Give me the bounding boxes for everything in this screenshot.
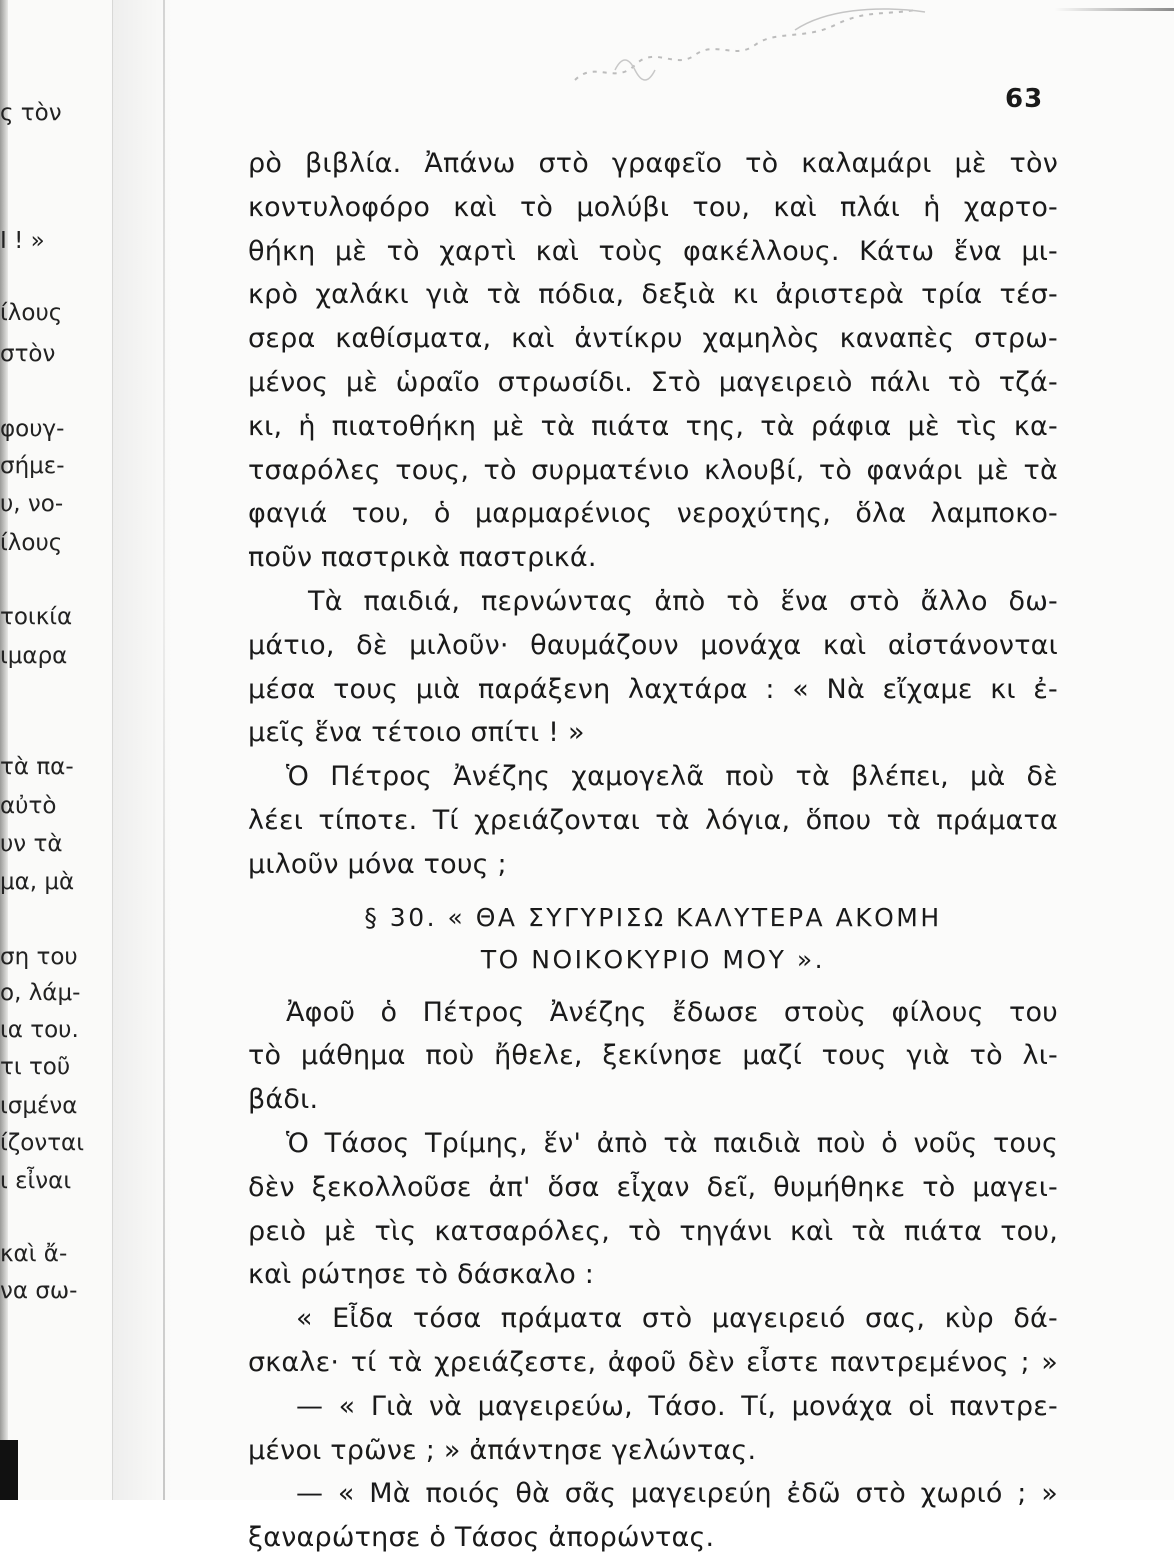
text-line: φαγιά του, ὁ μαρμαρένιος νεροχύτης, ὅλα λαμποκο- [248, 498, 1058, 530]
scan-edge-dark [0, 1440, 18, 1500]
text-line: σκαλε· τί τὰ χρειάζεστε, ἀφοῦ δὲν εἶστε παντρεμένος ; » [248, 1346, 1058, 1378]
text-line: — « Γιὰ νὰ μαγειρεύω, Τάσο. Τί, μονάχα οἱ παντρε- [296, 1390, 1058, 1422]
prev-page-fragment: μα, μὰ [0, 869, 75, 895]
text-line: βάδι. [248, 1084, 319, 1116]
book-binding-shadow [0, 0, 8, 1500]
text-line: Ὁ Πέτρος Ἀνέζης χαμογελᾶ ποὺ τὰ βλέπει, μὰ δὲ [286, 761, 1058, 793]
text-line: ξαναρώτησε ὁ Τάσος ἀπορώντας. [248, 1522, 715, 1554]
text-line: ποῦν παστρικὰ παστρικά. [248, 542, 597, 574]
scan-edge-top [1054, 8, 1174, 11]
prev-page-fragment: αὐτὸ [0, 793, 57, 819]
gutter-line [163, 0, 165, 1500]
text-line: καὶ ρώτησε τὸ δάσκαλο : [248, 1259, 595, 1291]
text-line: λέει τίποτε. Τί χρειάζονται τὰ λόγια, ὅπου τὰ πράματα [248, 804, 1058, 836]
prev-page-fragment: καὶ ἄ- [0, 1241, 68, 1267]
prev-page-fragment: ια του. [0, 1017, 79, 1043]
text-line: τσαρόλες τους, τὸ συρματένιο κλουβί, τὸ φανάρι μὲ τὰ [248, 454, 1058, 486]
prev-page-fragment: να σω- [0, 1278, 78, 1304]
faint-stamp-mark [555, 0, 935, 95]
text-line: μένοι τρῶνε ; » ἀπάντησε γελώντας. [248, 1434, 757, 1466]
text-line: μεῖς ἕνα τέτοιο σπίτι ! » [248, 717, 585, 749]
prev-page-fragment: ισμένα [0, 1093, 78, 1119]
prev-page-fragment: ίλους [0, 530, 63, 556]
prev-page-fragment: τοικία [0, 604, 73, 630]
prev-page-fragment: ο, λάμ- [0, 980, 81, 1006]
prev-page-fragment: ίζονται [0, 1130, 85, 1156]
text-line: κρὸ χαλάκι γιὰ τὰ πόδια, δεξιὰ κι ἀριστερὰ τρία τέσ- [248, 279, 1058, 311]
text-line: ρειὸ μὲ τὶς κατσαρόλες, τὸ τηγάνι καὶ τὰ πιάτα του, [248, 1215, 1058, 1247]
prev-page-fragment: τὰ πα- [0, 754, 74, 780]
text-line: κι, ἡ πιατοθήκη μὲ τὰ πιάτα της, τὰ ράφια μὲ τὶς κα- [248, 410, 1058, 442]
page-number: 63 [1005, 84, 1044, 114]
prev-page-fragment: ίλους [0, 300, 63, 326]
prev-page-fragment: φουγ- [0, 416, 65, 442]
prev-page-fragment: Ι ! » [0, 228, 45, 254]
text-line: σερα καθίσματα, καὶ ἀντίκρυ χαμηλὸς καναπὲς στρω- [248, 323, 1058, 355]
text-line: μιλοῦν μόνα τους ; [248, 848, 507, 880]
prev-page-fragment: ς τὸν [0, 100, 62, 126]
text-line: Ἀφοῦ ὁ Πέτρος Ἀνέζης ἔδωσε στοὺς φίλους του [286, 996, 1058, 1028]
prev-page-fragment: ση του [0, 944, 78, 970]
prev-page-fragment: στὸν [0, 341, 56, 367]
prev-page-fragment: ιμαρα [0, 643, 68, 669]
text-line: τὸ μάθημα ποὺ ἤθελε, ξεκίνησε μαζί τους γιὰ τὸ λι- [248, 1040, 1058, 1072]
text-line: Ὁ Τάσος Τρίμης, ἕν' ἀπὸ τὰ παιδιὰ ποὺ ὁ νοῦς τους [286, 1127, 1058, 1159]
page-body [248, 142, 1058, 1560]
text-line: μάτιο, δὲ μιλοῦν· θαυμάζουν μονάχα καὶ αἰστάνονται [248, 629, 1058, 661]
prev-page-fragment: υν τὰ [0, 831, 63, 857]
prev-page-fragment: ι εἶναι [0, 1168, 72, 1194]
text-line: « Εἶδα τόσα πράματα στὸ μαγειρειό σας, κὺρ δά- [296, 1303, 1058, 1335]
text-line: μένος μὲ ὡραῖο στρωσίδι. Στὸ μαγειρειὸ πάλι τὸ τζά- [248, 366, 1058, 398]
text-line: ρὸ βιβλία. Ἀπάνω στὸ γραφεῖο τὸ καλαμάρι μὲ τὸν [248, 148, 1058, 179]
prev-page-fragment: τι τοῦ [0, 1054, 71, 1080]
section-heading: ΤΟ ΝΟΙΚΟΚΥΡΙΟ ΜΟΥ ». [480, 944, 826, 974]
text-line: θήκη μὲ τὸ χαρτὶ καὶ τοὺς φακέλλους. Κάτω ἕνα μι- [248, 235, 1058, 267]
text-line: — « Μὰ ποιός θὰ σᾶς μαγειρεύη ἐδῶ στὸ χωριό ; » [296, 1478, 1058, 1510]
section-heading: § 30. « ΘΑ ΣΥΓΥΡΙΣΩ ΚΑΛΥΤΕΡΑ ΑΚΟΜΗ [364, 902, 942, 932]
prev-page-fragment: υ, νο- [0, 491, 64, 517]
prev-page-fragment: σήμε- [0, 453, 65, 479]
text-line: μέσα τους μιὰ παράξενη λαχτάρα : « Νὰ εἴχαμε κι ἐ- [248, 673, 1058, 705]
text-line: δὲν ξεκολλοῦσε ἀπ' ὅσα εἶχαν δεῖ, θυμήθηκε τὸ μαγει- [248, 1171, 1058, 1203]
text-line: κοντυλοφόρο καὶ τὸ μολύβι του, καὶ πλάι ἡ χαρτο- [248, 191, 1058, 223]
text-line: Τὰ παιδιά, περνώντας ἀπὸ τὸ ἕνα στὸ ἄλλο δω- [308, 585, 1058, 617]
previous-page-margin [0, 0, 113, 1500]
